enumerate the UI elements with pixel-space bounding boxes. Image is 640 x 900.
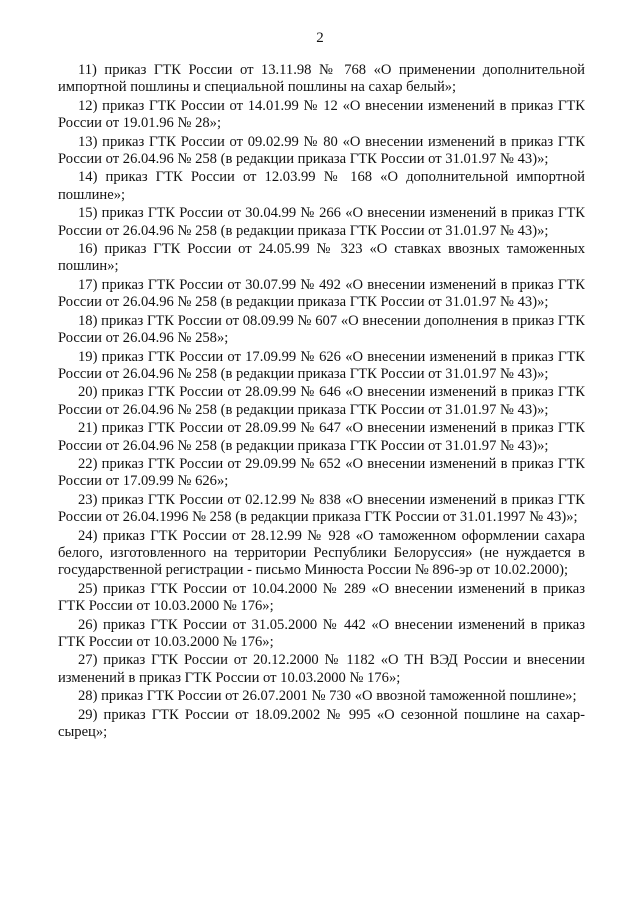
list-item: 11) приказ ГТК России от 13.11.98 № 768 «О применении дополнительной импортной пошлины и специальной пошлины на сахар белый»; [58, 62, 585, 96]
list-item: 29) приказ ГТК России от 18.09.2002 № 995 «О сезонной пошлине на сахар-сырец»; [58, 706, 585, 741]
list-item: 24) приказ ГТК России от 28.12.99 № 928 «О таможенном оформлении сахара белого, изготовленного на территории Республики Белоруссия» (не нуждается в государственной регистрации - письмо Минюста России № 896-эр от 10.02.2000); [58, 527, 585, 579]
list-item: 18) приказ ГТК России от 08.09.99 № 607 «О внесении дополнения в приказ ГТК России от 26.04.96 № 258»; [58, 312, 585, 347]
list-item: 14) приказ ГТК России от 12.03.99 № 168 «О дополнительной импортной пошлине»; [58, 169, 585, 203]
list-item: 21) приказ ГТК России от 28.09.99 № 647 «О внесении изменений в приказ ГТК России от 26.04.96 № 258 (в редакции приказа ГТК России от 31.01.97 № 43)»; [58, 420, 585, 454]
list-item: 26) приказ ГТК России от 31.05.2000 № 442 «О внесении изменений в приказ ГТК России от 10.03.2000 № 176»; [58, 616, 585, 650]
list-item: 16) приказ ГТК России от 24.05.99 № 323 «О ставках ввозных таможенных пошлин»; [58, 241, 585, 275]
list-item: 28) приказ ГТК России от 26.07.2001 № 730 «О ввозной таможенной пошлине»; [78, 688, 577, 705]
list-item: 25) приказ ГТК России от 10.04.2000 № 289 «О внесении изменений в приказ ГТК России от 10.03.2000 № 176»; [58, 580, 585, 615]
list-item: 20) приказ ГТК России от 28.09.99 № 646 «О внесении изменений в приказ ГТК России от 26.04.96 № 258 (в редакции приказа ГТК России от 31.01.97 № 43)»; [58, 384, 585, 418]
list-item: 27) приказ ГТК России от 20.12.2000 № 1182 «О ТН ВЭД России и внесении изменений в приказ ГТК России от 10.03.2000 № 176»; [58, 652, 585, 686]
list-item: 13) приказ ГТК России от 09.02.99 № 80 «О внесении изменений в приказ ГТК России от 26.04.96 № 258 (в редакции приказа ГТК России от 31.01.97 № 43)»; [58, 133, 585, 168]
list-item: 22) приказ ГТК России от 29.09.99 № 652 «О внесении изменений в приказ ГТК России от 17.09.99 № 626»; [58, 455, 585, 490]
list-item: 23) приказ ГТК России от 02.12.99 № 838 «О внесении изменений в приказ ГТК России от 26.04.1996 № 258 (в редакции приказа ГТК России от 31.01.1997 № 43)»; [58, 491, 585, 526]
list-item: 19) приказ ГТК России от 17.09.99 № 626 «О внесении изменений в приказ ГТК России от 26.04.96 № 258 (в редакции приказа ГТК России от 31.01.97 № 43)»; [58, 348, 585, 382]
order-list [58, 62, 585, 742]
list-item: 12) приказ ГТК России от 14.01.99 № 12 «О внесении изменений в приказ ГТК России от 19.01.96 № 28»; [58, 97, 585, 132]
list-item: 17) приказ ГТК России от 30.07.99 № 492 «О внесении изменений в приказ ГТК России от 26.04.96 № 258 (в редакции приказа ГТК России от 31.01.97 № 43)»; [58, 276, 585, 311]
list-item: 15) приказ ГТК России от 30.04.99 № 266 «О внесении изменений в приказ ГТК России от 26.04.96 № 258 (в редакции приказа ГТК России от 31.01.97 № 43)»; [58, 205, 585, 239]
page-number: 2 [316, 30, 324, 46]
